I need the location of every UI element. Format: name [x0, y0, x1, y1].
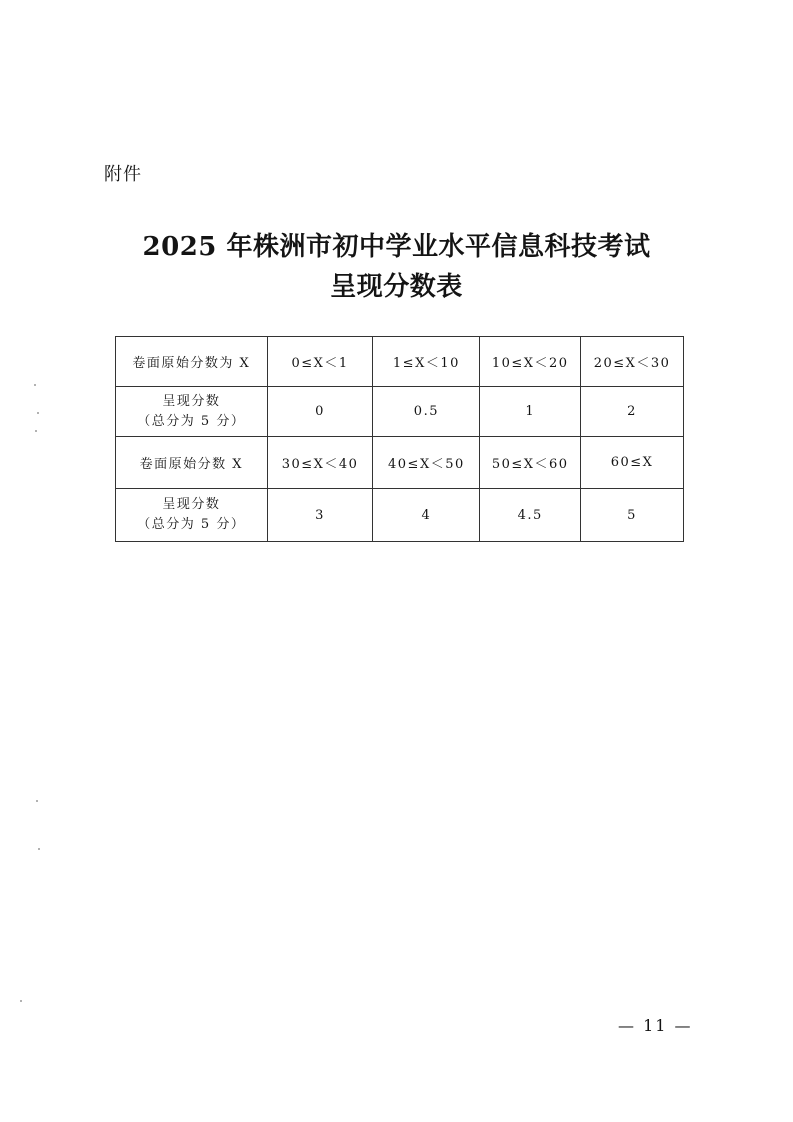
table-cell: 5: [581, 489, 684, 542]
table-cell: 50≤X＜60: [480, 437, 581, 489]
presented-score-label-line-2: （总分为 5 分）: [137, 517, 246, 532]
table-row-raw-score-1: [116, 337, 684, 387]
presented-score-label: [116, 387, 268, 437]
table-row-raw-score-2: [116, 437, 684, 489]
raw-score-label: 卷面原始分数为 X: [116, 337, 268, 387]
table-row-presented-score-2: [116, 489, 684, 542]
table-cell: 1≤X＜10: [373, 337, 480, 387]
table-cell: 3: [267, 489, 373, 542]
table-cell: 0: [267, 387, 373, 437]
scan-speck: [37, 412, 39, 414]
document-title-line-1: 2025 年株洲市初中学业水平信息科技考试: [142, 232, 651, 262]
table-cell: 2: [581, 387, 684, 437]
table-cell: 4.5: [480, 489, 581, 542]
page-number: — 11 —: [618, 1016, 693, 1035]
presented-score-label-line-2: （总分为 5 分）: [137, 413, 246, 429]
table-cell: 40≤X＜50: [373, 437, 480, 489]
table-cell: 1: [480, 387, 581, 437]
table-cell: 0≤X＜1: [267, 337, 373, 387]
scan-speck: [36, 800, 38, 802]
presented-score-label: [116, 489, 268, 542]
table-row-presented-score-1: [116, 387, 684, 437]
table-cell: 30≤X＜40: [267, 437, 373, 489]
attachment-label: 附件: [104, 164, 142, 185]
score-conversion-table: [115, 336, 684, 542]
document-title-line-2: 呈现分数表: [330, 272, 463, 302]
table-cell: 4: [373, 489, 480, 542]
scan-speck: [35, 430, 37, 432]
presented-score-label-line-1: 呈现分数: [162, 393, 221, 409]
table-cell: 20≤X＜30: [581, 337, 684, 387]
table-cell: 60≤X: [581, 437, 684, 489]
raw-score-label: 卷面原始分数 X: [116, 437, 268, 489]
scan-speck: [20, 1000, 22, 1002]
scan-speck: [34, 384, 36, 386]
table-cell: 10≤X＜20: [480, 337, 581, 387]
presented-score-label-line-1: 呈现分数: [162, 497, 221, 512]
scan-speck: [38, 848, 40, 850]
table-cell: 0.5: [373, 387, 480, 437]
